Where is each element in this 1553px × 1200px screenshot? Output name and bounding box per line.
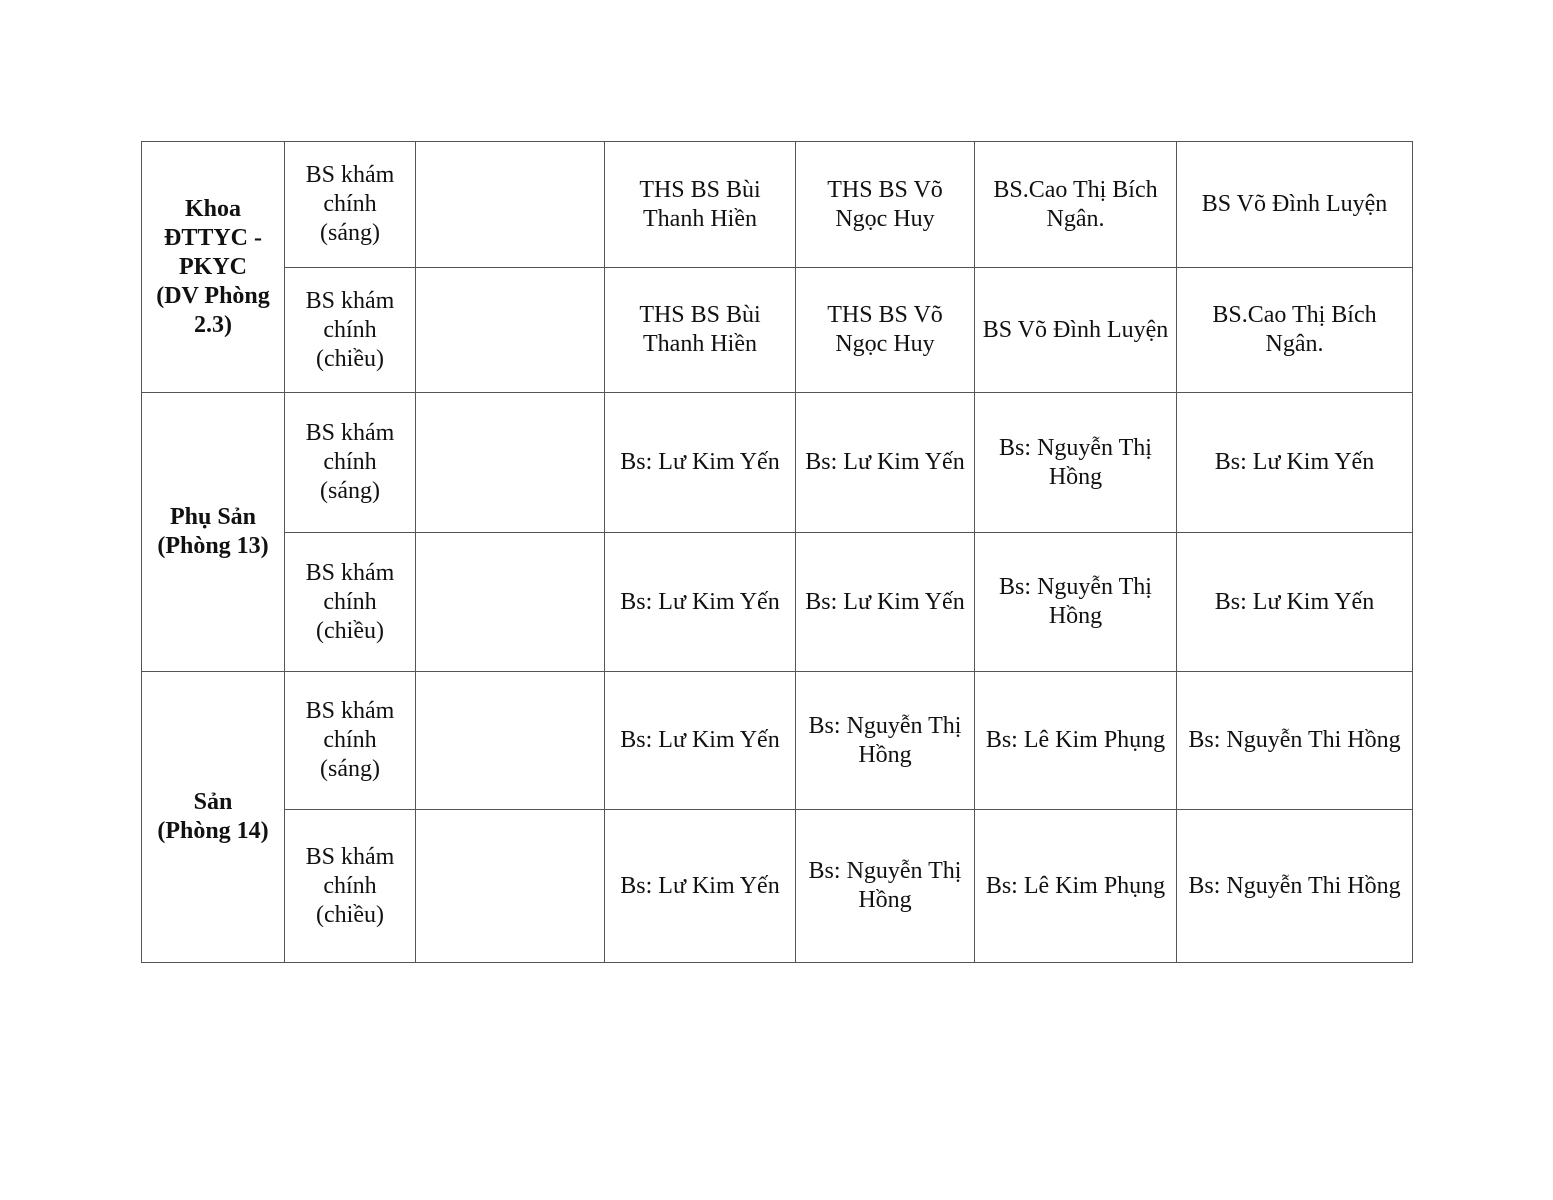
department-label: Khoa [184,195,241,222]
doctor-cell: Bs: Lư Kim Yến [796,393,975,533]
role-label: (sáng) [320,756,380,782]
doctor-cell: THS BS Bùi Thanh Hiền [605,142,796,268]
role-label: chính [323,316,377,343]
department-label: Sản [193,789,233,815]
schedule-table [141,141,1413,963]
doctor-cell: Bs: Lư Kim Yến [605,533,796,672]
role-cell [285,672,416,810]
blank-cell [416,533,605,672]
role-label: chính [323,872,377,899]
role-cell [285,393,416,533]
department-label: 2.3) [194,311,232,338]
table-row [142,393,1413,533]
blank-cell [416,810,605,963]
role-label: BS khám [305,559,395,586]
doctor-cell: Bs: Lư Kim Yến [1177,533,1413,672]
role-cell [285,142,416,268]
doctor-cell: Bs: Lư Kim Yến [796,533,975,672]
role-cell [285,268,416,393]
doctor-cell: Bs: Nguyễn Thi Hồng [1177,810,1413,963]
role-label: chính [323,191,377,217]
doctor-cell: THS BS Võ Ngọc Huy [796,142,975,268]
doctor-cell: Bs: Nguyễn Thị Hồng [796,810,975,963]
doctor-cell: Bs: Lư Kim Yến [1177,393,1413,533]
doctor-cell: BS.Cao Thị Bích Ngân. [975,142,1177,268]
doctor-cell: Bs: Nguyễn Thị Hồng [975,533,1177,672]
role-label: chính [323,449,377,475]
department-cell [142,142,285,393]
role-label: (chiều) [316,617,384,644]
blank-cell [416,268,605,393]
role-label: BS khám [305,843,395,870]
doctor-cell: Bs: Nguyễn Thị Hồng [975,393,1177,533]
role-label: BS khám [305,287,395,314]
role-label: chính [323,727,377,753]
blank-cell [416,393,605,533]
table-row [142,810,1413,963]
role-label: BS khám [305,420,395,446]
doctor-cell: BS.Cao Thị Bích Ngân. [1177,268,1413,393]
table-row [142,672,1413,810]
doctor-cell: Bs: Nguyễn Thị Hồng [796,672,975,810]
doctor-cell: BS Võ Đình Luyện [975,268,1177,393]
table-row [142,142,1413,268]
department-cell [142,393,285,672]
department-label: (DV Phòng [156,282,270,309]
doctor-cell: THS BS Bùi Thanh Hiền [605,268,796,393]
department-label: Phụ Sản [169,504,257,530]
role-label: (sáng) [320,220,380,246]
department-label: ĐTTYC - [163,224,262,251]
department-label: PKYC [179,253,247,280]
table-row [142,533,1413,672]
doctor-cell: Bs: Lê Kim Phụng [975,672,1177,810]
blank-cell [416,672,605,810]
doctor-cell: Bs: Lê Kim Phụng [975,810,1177,963]
doctor-cell: THS BS Võ Ngọc Huy [796,268,975,393]
role-label: (chiều) [316,345,384,372]
role-label: BS khám [305,162,395,188]
department-cell [142,672,285,963]
role-cell [285,810,416,963]
role-cell [285,533,416,672]
role-label: (chiều) [316,901,384,928]
table-row [142,268,1413,393]
doctor-cell: BS Võ Đình Luyện [1177,142,1413,268]
doctor-cell: Bs: Lư Kim Yến [605,393,796,533]
doctor-cell: Bs: Lư Kim Yến [605,810,796,963]
doctor-cell: Bs: Lư Kim Yến [605,672,796,810]
role-label: (sáng) [320,478,380,504]
role-label: chính [323,588,377,615]
doctor-cell: Bs: Nguyễn Thi Hồng [1177,672,1413,810]
blank-cell [416,142,605,268]
department-label: (Phòng 13) [157,533,269,559]
department-label: (Phòng 14) [157,818,269,844]
role-label: BS khám [305,698,395,724]
